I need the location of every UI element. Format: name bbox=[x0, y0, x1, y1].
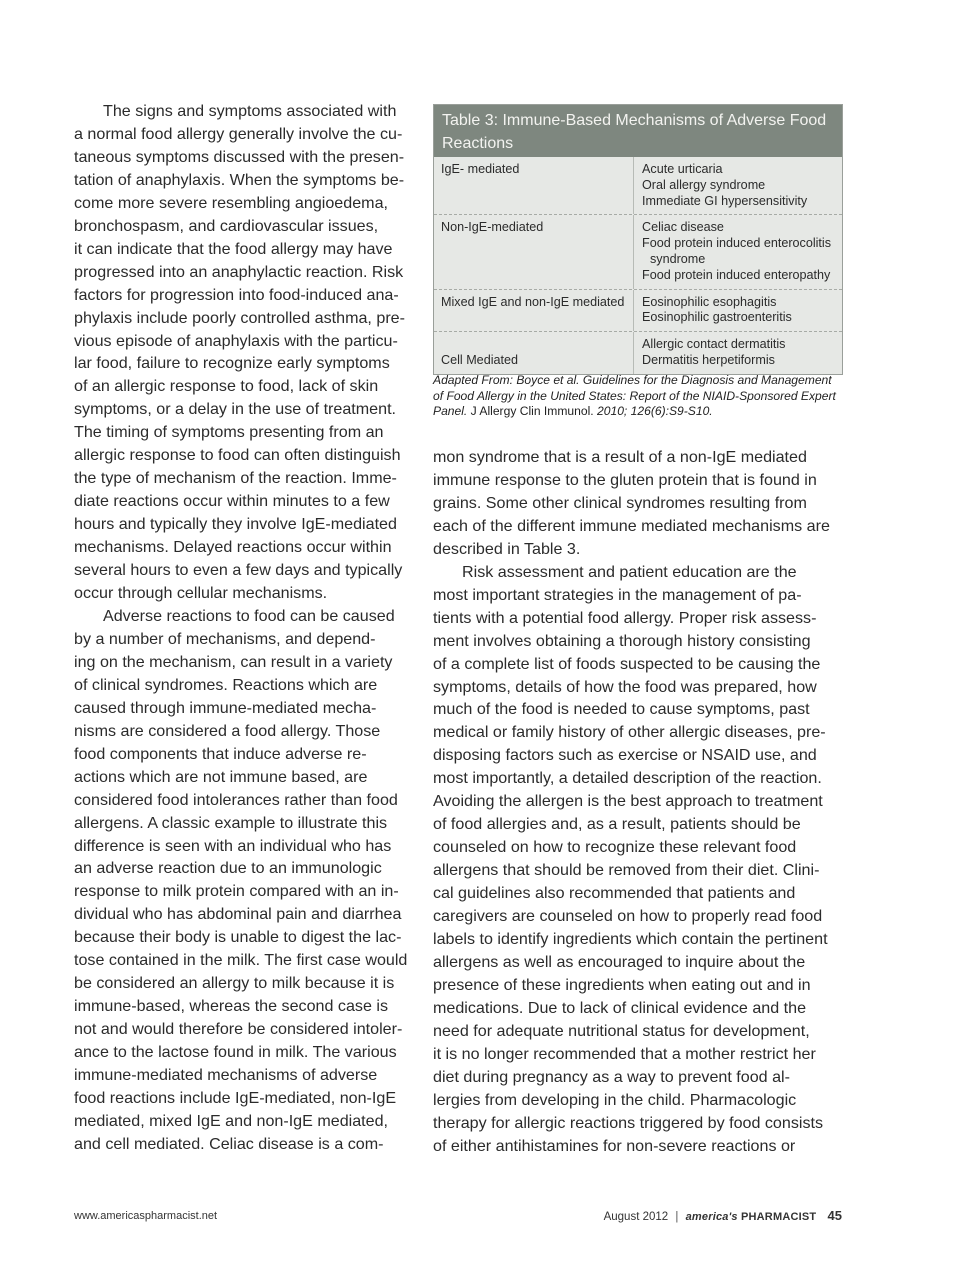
text-line: ment involves obtaining a thorough history consisting bbox=[433, 631, 811, 650]
text-line: phylaxis include poorly controlled asthma, pre- bbox=[74, 308, 405, 327]
text-line: therapy for allergic reactions triggered by food consists bbox=[433, 1113, 824, 1132]
text-line: food components that induce adverse re- bbox=[74, 744, 367, 763]
text-line: allergens as well as encouraged to inquire about the bbox=[433, 952, 806, 971]
text-line: counseled on how to recognize these relevant food bbox=[433, 838, 797, 857]
text-line: The signs and symptoms associated with bbox=[103, 102, 397, 120]
text-line: because their body is unable to digest the lac- bbox=[74, 928, 402, 947]
text-line: lar food, failure to recognize early symptoms bbox=[74, 354, 390, 373]
text-line: mechanisms. Delayed reactions occur within bbox=[74, 538, 392, 557]
footer-separator: | bbox=[675, 1211, 679, 1223]
magazine-logo: america's PHARMACIST bbox=[685, 1211, 817, 1223]
table-3 bbox=[433, 104, 843, 375]
syndrome-item: syndrome bbox=[650, 251, 706, 266]
text-line: vious episode of anaphylaxis with the particu- bbox=[74, 331, 398, 350]
left-column bbox=[74, 100, 414, 1156]
text-line: an adverse reaction due to an immunologic bbox=[74, 859, 382, 878]
text-line: come more severe resembling angioedema, bbox=[74, 193, 388, 212]
text-line: diet during pregnancy as a way to prevent food al- bbox=[433, 1067, 790, 1086]
syndrome-item: Food protein induced enterocolitis bbox=[642, 236, 832, 251]
text-line: ance to the lactose found in milk. The various bbox=[74, 1043, 397, 1062]
text-line: several hours to even a few days and typically bbox=[74, 561, 403, 580]
right-column bbox=[433, 446, 841, 1158]
syndrome-item: Eosinophilic esophagitis bbox=[642, 294, 777, 309]
syndromes-cell bbox=[634, 290, 842, 332]
text-line: much of the food is needed to cause symptoms, past bbox=[433, 700, 810, 719]
text-line: allergens. A classic example to illustrate this bbox=[74, 813, 388, 832]
text-line: allergens that should be removed from their diet. Clini- bbox=[433, 861, 820, 880]
mechanism-cell: IgE- mediated bbox=[434, 157, 634, 214]
table-row bbox=[434, 157, 842, 214]
text-line: allergic response to food can often distinguish bbox=[74, 446, 401, 465]
text-line: cal guidelines also recommended that patients and bbox=[433, 884, 796, 903]
text-line: it can indicate that the food allergy may have bbox=[74, 239, 393, 258]
syndrome-item: Acute urticaria bbox=[642, 162, 723, 176]
text-line: need for adequate nutritional status for development, bbox=[433, 1021, 810, 1040]
text-line: labels to identify ingredients which contain the pertinent bbox=[433, 930, 828, 949]
table-body bbox=[434, 157, 842, 374]
syndrome-item: Food protein induced enteropathy bbox=[642, 267, 831, 282]
text-line: considered food intolerances rather than food bbox=[74, 790, 398, 809]
text-line: tients with a potential food allergy. Proper risk assess- bbox=[433, 608, 817, 627]
syndromes-cell bbox=[634, 332, 842, 374]
mechanism-cell: Non-IgE-mediated bbox=[434, 215, 634, 288]
text-line: bronchospasm, and cardiovascular issues, bbox=[74, 216, 379, 235]
caption-journal: J Allergy Clin Immunol. bbox=[467, 404, 594, 419]
footer-date: August 2012 bbox=[603, 1211, 669, 1223]
text-line: symptoms, details of how the food was prepared, how bbox=[433, 677, 817, 696]
text-line: of an allergic response to food, lack of skin bbox=[74, 377, 379, 396]
text-line: of either antihistamines for non-severe reactions or bbox=[433, 1136, 796, 1155]
text-line: tose contained in the milk. The first case would bbox=[74, 951, 408, 970]
text-line: be considered an allergy to milk because it is bbox=[74, 974, 395, 993]
table-row bbox=[434, 331, 842, 374]
syndrome-item: Eosinophilic gastroenteritis bbox=[642, 310, 792, 325]
text-line: taneous symptoms discussed with the presen- bbox=[74, 147, 405, 166]
text-line: not and would therefore be considered intoler- bbox=[74, 1020, 403, 1039]
text-line: most importantly, a detailed description of the reaction. bbox=[433, 769, 822, 788]
syndrome-item: Oral allergy syndrome bbox=[642, 177, 766, 192]
syndrome-item: Dermatitis herpetiformis bbox=[642, 352, 775, 367]
text-line: of a complete list of foods suspected to be causing the bbox=[433, 654, 821, 673]
page-number: 45 bbox=[827, 1208, 842, 1223]
text-line: and cell mediated. Celiac disease is a com- bbox=[74, 1134, 384, 1153]
text-line: disposing factors such as exercise or NSAID use, and bbox=[433, 746, 817, 765]
text-line: a normal food allergy generally involve the cu- bbox=[74, 124, 403, 143]
text-line: nisms are considered a food allergy. Those bbox=[74, 721, 381, 740]
mechanism-cell: Mixed IgE and non-IgE mediated bbox=[434, 290, 634, 332]
table-caption bbox=[433, 373, 843, 420]
text-line: it is no longer recommended that a mother restrict her bbox=[433, 1044, 816, 1063]
text-line: most important strategies in the management of pa- bbox=[433, 585, 802, 604]
text-line: caused through immune-mediated mecha- bbox=[74, 698, 377, 717]
text-line: actions which are not immune based, are bbox=[74, 767, 368, 786]
text-line: of food allergies and, as a result, patients should be bbox=[433, 815, 801, 834]
text-line: difference is seen with an individual who has bbox=[74, 836, 392, 855]
text-line: Risk assessment and patient education are the bbox=[462, 562, 797, 581]
text-line: immune response to the gluten protein that is found in bbox=[433, 470, 817, 489]
text-line: food reactions include IgE-mediated, non-IgE bbox=[74, 1088, 397, 1107]
text-line: The timing of symptoms presenting from an bbox=[74, 423, 384, 442]
text-line: response to milk protein compared with an in- bbox=[74, 882, 399, 901]
syndrome-item: Allergic contact dermatitis bbox=[642, 337, 786, 352]
syndromes-cell bbox=[634, 157, 842, 214]
text-line: grains. Some other clinical syndromes resulting from bbox=[433, 493, 807, 512]
text-line: lergies from developing in the child. Pharmacologic bbox=[433, 1090, 797, 1109]
text-line: ing on the mechanism, can result in a variety bbox=[74, 652, 393, 671]
text-line: progressed into an anaphylactic reaction. Risk bbox=[74, 262, 404, 281]
text-line: medications. Due to lack of clinical evidence and the bbox=[433, 998, 807, 1017]
table-row bbox=[434, 214, 842, 288]
text-line: the type of mechanism of the reaction. Imme- bbox=[74, 469, 397, 488]
mechanism-cell: Cell Mediated bbox=[434, 332, 634, 374]
text-line: diate reactions occur within minutes to a few bbox=[74, 492, 390, 511]
text-line: mon syndrome that is a result of a non-IgE mediated bbox=[433, 448, 807, 466]
syndrome-item: Immediate GI hypersensitivity bbox=[642, 193, 808, 208]
text-line: tation of anaphylaxis. When the symptoms be- bbox=[74, 170, 405, 189]
text-line: occur through cellular mechanisms. bbox=[74, 584, 328, 603]
text-line: presence of these ingredients when eating out and in bbox=[433, 975, 811, 994]
text-line: of clinical syndromes. Reactions which are bbox=[74, 675, 378, 694]
caption-source: Adapted From: Boyce et al. Guidelines for the Diagnosis and Management of Food Allergy in the United States: Report of the NIAID-Sponsored Expert Panel. bbox=[433, 373, 836, 419]
table-title: Table 3: Immune-Based Mechanisms of Adverse Food Reactions bbox=[434, 105, 842, 157]
footer-info bbox=[604, 1208, 842, 1223]
table-row bbox=[434, 289, 842, 332]
text-line: described in Table 3. bbox=[433, 539, 581, 558]
text-line: caregivers are counseled on how to properly read food bbox=[433, 907, 823, 926]
syndromes-cell bbox=[634, 215, 842, 288]
text-line: Adverse reactions to food can be caused bbox=[103, 606, 395, 625]
caption-citation: 2010; 126(6):S9-S10. bbox=[593, 404, 713, 419]
text-line: immune-based, whereas the second case is bbox=[74, 997, 388, 1016]
text-line: by a number of mechanisms, and depend- bbox=[74, 629, 376, 648]
text-line: mediated, mixed IgE and non-IgE mediated, bbox=[74, 1111, 389, 1130]
syndrome-item: Celiac disease bbox=[642, 220, 724, 235]
text-line: dividual who has abdominal pain and diarrhea bbox=[74, 905, 402, 924]
text-line: medical or family history of other allergic diseases, pre- bbox=[433, 723, 826, 742]
text-line: hours and typically they involve IgE-mediated bbox=[74, 515, 397, 534]
text-line: symptoms, or a delay in the use of treatment. bbox=[74, 400, 397, 419]
footer-url[interactable]: www.americaspharmacist.net bbox=[74, 1210, 218, 1222]
text-line: Avoiding the allergen is the best approach to treatment bbox=[433, 792, 823, 811]
text-line: each of the different immune mediated mechanisms are bbox=[433, 516, 830, 535]
text-line: factors for progression into food-induced ana- bbox=[74, 285, 399, 304]
text-line: immune-mediated mechanisms of adverse bbox=[74, 1066, 378, 1085]
